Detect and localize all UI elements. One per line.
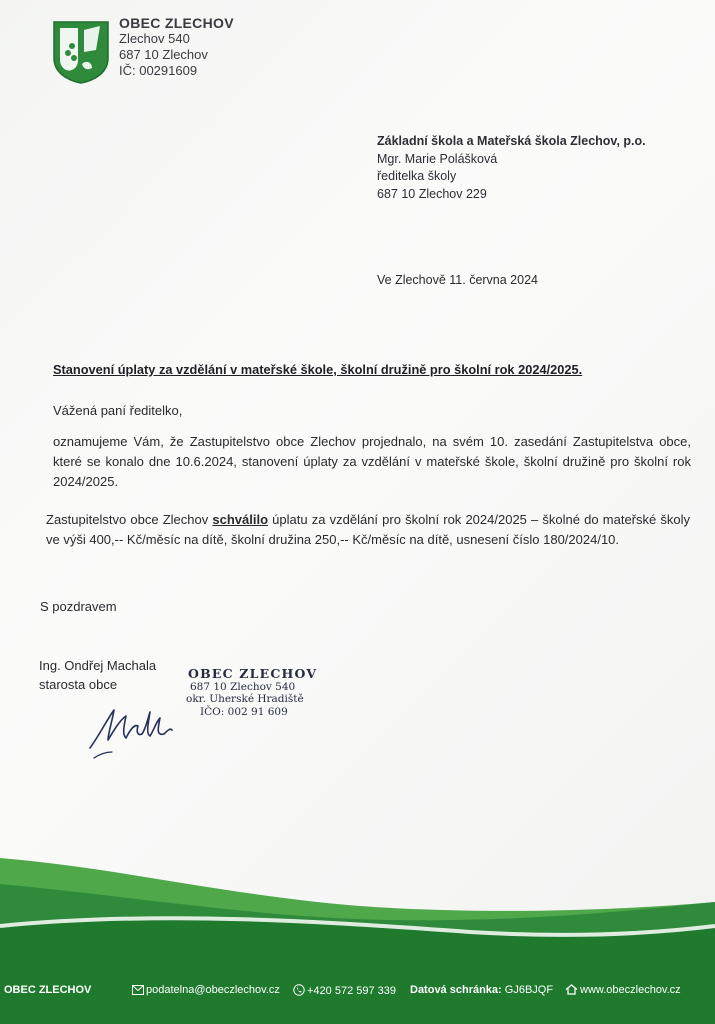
- paragraph-2-rest: úplatu za vzdělání pro školní rok 2024/2025 – školné do mateřské školy ve výši 400,-- Kč/měsíc na dítě, školní družina 250,-- Kč/měsíc na dítě, usnesení číslo 180/2024/10.: [46, 512, 690, 547]
- footer-web[interactable]: www.obeczlechov.cz: [580, 984, 681, 996]
- paragraph-2-start: Zastupitelstvo obce Zlechov: [46, 512, 213, 527]
- salutation: Vážená paní ředitelko,: [53, 403, 183, 418]
- signer-block: [39, 656, 156, 694]
- recipient-line-school: Základní škola a Mateřská škola Zlechov, p.o.: [377, 134, 646, 148]
- recipient-line-address: 687 10 Zlechov 229: [377, 186, 487, 201]
- home-icon: [565, 984, 578, 995]
- recipient-line-role: ředitelka školy: [377, 169, 457, 183]
- letterhead-ic: IČ: 00291609: [119, 63, 198, 78]
- signer-role: starosta obce: [39, 677, 118, 692]
- phone-icon: [293, 984, 305, 996]
- recipient-line-name: Mgr. Marie Polášková: [377, 151, 498, 166]
- letterhead-address-line1: Zlechov 540: [119, 31, 190, 46]
- recipient-block: [377, 133, 646, 203]
- stamp-line-ico: IČO: 002 91 609: [200, 705, 288, 718]
- closing: S pozdravem: [40, 599, 117, 614]
- footer-databox-label: Datová schránka:: [410, 984, 502, 996]
- date-line: Ve Zlechově 11. června 2024: [377, 273, 538, 287]
- footer-phone[interactable]: +420 572 597 339: [307, 985, 397, 997]
- handwritten-signature: [86, 700, 186, 760]
- signer-name: Ing. Ondřej Machala: [39, 658, 157, 673]
- coat-of-arms-icon: [52, 20, 110, 84]
- stamp-line-address: 687 10 Zlechov 540: [190, 680, 296, 693]
- footer-databox-item: [410, 984, 553, 996]
- footer-phone-item[interactable]: [293, 984, 396, 997]
- letter-subject: Stanovení úplaty za vzdělání v mateřské škole, školní družině pro školní rok 2024/2025.: [53, 362, 583, 377]
- paragraph-2: [46, 510, 690, 550]
- stamp-line-district: okr. Uherské Hradiště: [186, 693, 304, 705]
- envelope-icon: [132, 985, 144, 995]
- official-stamp: [186, 668, 317, 718]
- footer-org: OBEC ZLECHOV: [4, 984, 92, 996]
- letterhead: [119, 15, 234, 79]
- paragraph-1: oznamujeme Vám, že Zastupitelstvo obce Zlechov projednalo, na svém 10. zasedání Zastupitelstva obce, které se konalo dne 10.6.2024, stanovení úplaty za vzdělání v mateřské škole, školní družině pro školní rok 2024/2025.: [53, 434, 691, 489]
- letterhead-org-name: OBEC ZLECHOV: [119, 15, 234, 31]
- footer-email-item[interactable]: [132, 984, 280, 996]
- paragraph-2-emphasis: schválilo: [212, 512, 269, 527]
- footer-web-item[interactable]: [565, 984, 681, 996]
- letterhead-address-line2: 687 10 Zlechov: [119, 47, 208, 62]
- footer-databox-value: GJ6BJQF: [504, 984, 554, 996]
- footer-bar: [0, 978, 715, 1008]
- stamp-line-org: OBEC ZLECHOV: [188, 666, 318, 681]
- footer-email[interactable]: podatelna@obeczlechov.cz: [146, 984, 280, 996]
